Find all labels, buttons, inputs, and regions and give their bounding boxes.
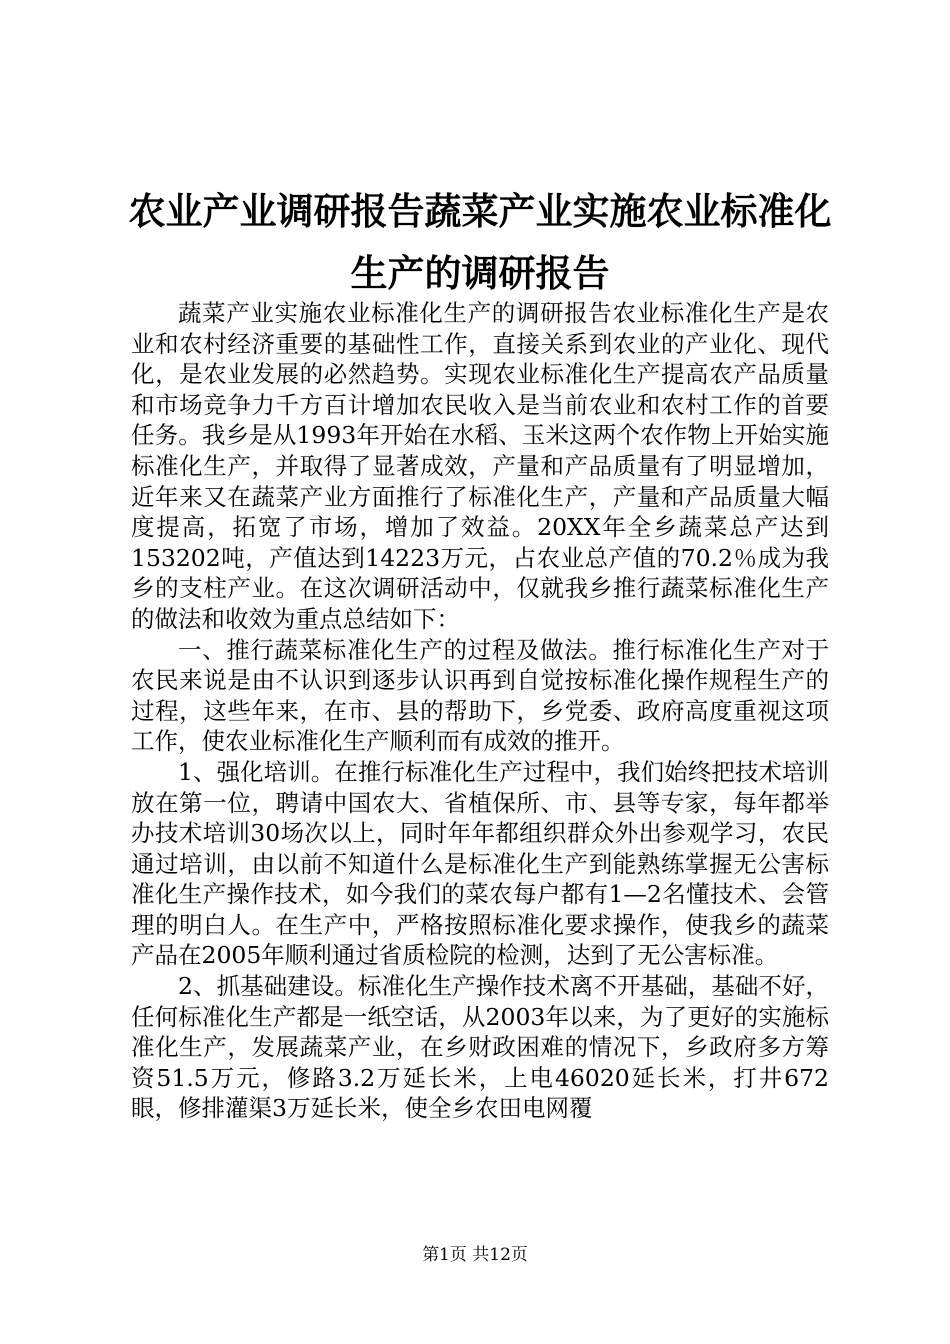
page-number-footer: 第1页 共12页 (422, 1245, 528, 1265)
paragraph-intro: 蔬菜产业实施农业标准化生产的调研报告农业标准化生产是农业和农村经济重要的基础性工作，直接关系到农业的产业化、现代化，是农业发展的必然趋势。实现农业标准化生产提高农产品质量和市场竞争力千方百计增加农民收入是当前农业和农村工作的首要任务。我乡是从1993年开始在水稻、玉米这两个农作物上开始实施标准化生产，并取得了显著成效，产量和产品质量有了明显增加，近年来又在蔬菜产业方面推行了标准化生产，产量和产品质量大幅度提高，拓宽了市场，增加了效益。20XX年全乡蔬菜总产达到153202吨，产值达到14223万元，占农业总产值的70.2％成为我乡的支柱产业。在这次调研活动中，仅就我乡推行蔬菜标准化生产的做法和收效为重点总结如下： (131, 299, 829, 633)
document-title: 农业产业调研报告蔬菜产业实施农业标准化生产的调研报告 (128, 189, 832, 295)
paragraph-section-one: 一、推行蔬菜标准化生产的过程及做法。推行标准化生产对于农民来说是由不认识到逐步认识再到自觉按标准化操作规程生产的过程，这些年来，在市、县的帮助下，乡党委、政府高度重视这项工作，使农业标准化生产顺利而有成效的推开。 (131, 635, 829, 756)
document-body (131, 298, 829, 1124)
paragraph-infrastructure: 2、抓基础建设。标准化生产操作技术离不开基础，基础不好，任何标准化生产都是一纸空话，从2003年以来，为了更好的实施标准化生产，发展蔬菜产业，在乡财政困难的情况下，乡政府多方筹资51.5万元，修路3.2万延长米，上电46020延长米，打井672眼，修排灌渠3万延长米，使全乡农田电网覆 (131, 972, 829, 1123)
paragraph-training: 1、强化培训。在推行标准化生产过程中，我们始终把技术培训放在第一位，聘请中国农大、省植保所、市、县等专家，每年都举办技术培训30场次以上，同时年年都组织群众外出参观学习，农民通过培训，由以前不知道什么是标准化生产到能熟练掌握无公害标准化生产操作技术，如今我们的菜农每户都有1—2名懂技术、会管理的明白人。在生产中，严格按照标准化要求操作，使我乡的蔬菜产品在2005年顺利通过省质检院的检测，达到了无公害标准。 (131, 757, 829, 970)
